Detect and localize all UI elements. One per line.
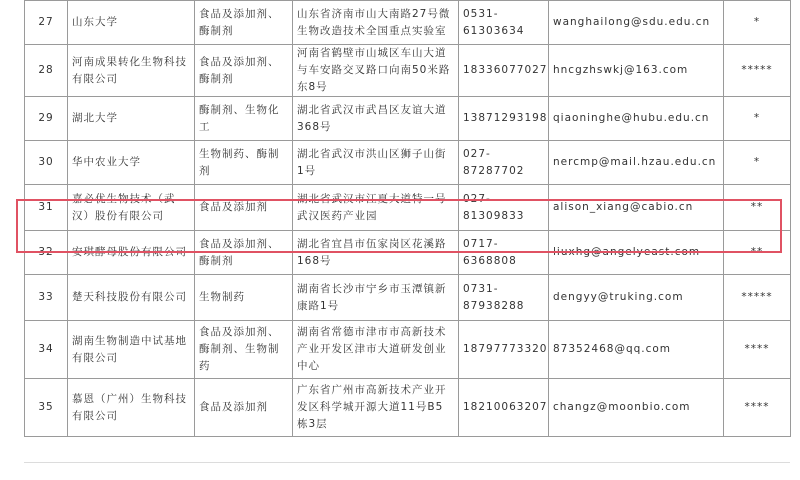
table-row	[25, 379, 791, 437]
company-name-cell: 楚天科技股份有限公司	[68, 275, 195, 321]
category-cell: 食品及添加剂	[195, 379, 293, 437]
address-cell: 湖北省武汉市洪山区狮子山街1号	[293, 141, 459, 185]
address-cell: 广东省广州市高新技术产业开发区科学城开源大道11号B5栋3层	[293, 379, 459, 437]
enterprise-table	[24, 0, 791, 437]
company-name-cell: 嘉必优生物技术（武汉）股份有限公司	[68, 185, 195, 231]
rating-cell: **	[724, 231, 791, 275]
row-number-cell: 29	[25, 97, 68, 141]
address-cell: 湖南省常德市津市市高新技术产业开发区津市大道研发创业中心	[293, 321, 459, 379]
row-number-cell: 32	[25, 231, 68, 275]
phone-cell: 18797773320	[459, 321, 549, 379]
email-cell: changz@moonbio.com	[549, 379, 724, 437]
email-cell: 87352468@qq.com	[549, 321, 724, 379]
phone-cell: 13871293198	[459, 97, 549, 141]
company-name-cell: 山东大学	[68, 1, 195, 45]
table-row	[25, 321, 791, 379]
email-cell: liuxhg@angelyeast.com	[549, 231, 724, 275]
email-cell: wanghailong@sdu.edu.cn	[549, 1, 724, 45]
category-cell: 食品及添加剂	[195, 185, 293, 231]
row-number-cell: 33	[25, 275, 68, 321]
table-row	[25, 231, 791, 275]
row-number-cell: 35	[25, 379, 68, 437]
phone-cell: 0717-6368808	[459, 231, 549, 275]
address-cell: 河南省鹤壁市山城区车山大道与车安路交叉路口向南50米路东8号	[293, 45, 459, 97]
company-name-cell: 慕恩（广州）生物科技有限公司	[68, 379, 195, 437]
email-cell: qiaoninghe@hubu.edu.cn	[549, 97, 724, 141]
row-number-cell: 27	[25, 1, 68, 45]
table-row	[25, 185, 791, 231]
phone-cell: 18336077027	[459, 45, 549, 97]
phone-cell: 0731-87938288	[459, 275, 549, 321]
table-row	[25, 141, 791, 185]
row-number-cell: 30	[25, 141, 68, 185]
category-cell: 食品及添加剂、酶制剂	[195, 231, 293, 275]
row-number-cell: 31	[25, 185, 68, 231]
rating-cell: *	[724, 141, 791, 185]
email-cell: alison_xiang@cabio.cn	[549, 185, 724, 231]
rating-cell: ****	[724, 379, 791, 437]
table-row	[25, 275, 791, 321]
phone-cell: 027-81309833	[459, 185, 549, 231]
row-number-cell: 34	[25, 321, 68, 379]
company-name-cell: 安琪酵母股份有限公司	[68, 231, 195, 275]
company-name-cell: 湖南生物制造中试基地有限公司	[68, 321, 195, 379]
phone-cell: 18210063207	[459, 379, 549, 437]
phone-cell: 0531-61303634	[459, 1, 549, 45]
category-cell: 生物制药、酶制剂	[195, 141, 293, 185]
company-name-cell: 华中农业大学	[68, 141, 195, 185]
rating-cell: *	[724, 97, 791, 141]
company-name-cell: 河南成果转化生物科技有限公司	[68, 45, 195, 97]
bottom-divider	[24, 462, 790, 463]
address-cell: 湖北省武汉市江夏大道特一号武汉医药产业园	[293, 185, 459, 231]
phone-cell: 027-87287702	[459, 141, 549, 185]
company-name-cell: 湖北大学	[68, 97, 195, 141]
email-cell: hncgzhswkj@163.com	[549, 45, 724, 97]
address-cell: 山东省济南市山大南路27号微生物改造技术全国重点实验室	[293, 1, 459, 45]
email-cell: dengyy@truking.com	[549, 275, 724, 321]
category-cell: 食品及添加剂、酶制剂	[195, 45, 293, 97]
table-row	[25, 1, 791, 45]
category-cell: 生物制药	[195, 275, 293, 321]
address-cell: 湖北省武汉市武昌区友谊大道368号	[293, 97, 459, 141]
rating-cell: *****	[724, 275, 791, 321]
table-row	[25, 97, 791, 141]
rating-cell: *	[724, 1, 791, 45]
category-cell: 食品及添加剂、酶制剂	[195, 1, 293, 45]
rating-cell: **	[724, 185, 791, 231]
rating-cell: ****	[724, 321, 791, 379]
category-cell: 食品及添加剂、酶制剂、生物制药	[195, 321, 293, 379]
table-row	[25, 45, 791, 97]
row-number-cell: 28	[25, 45, 68, 97]
address-cell: 湖北省宜昌市伍家岗区花溪路168号	[293, 231, 459, 275]
address-cell: 湖南省长沙市宁乡市玉潭镇新康路1号	[293, 275, 459, 321]
email-cell: nercmp@mail.hzau.edu.cn	[549, 141, 724, 185]
rating-cell: *****	[724, 45, 791, 97]
category-cell: 酶制剂、生物化工	[195, 97, 293, 141]
